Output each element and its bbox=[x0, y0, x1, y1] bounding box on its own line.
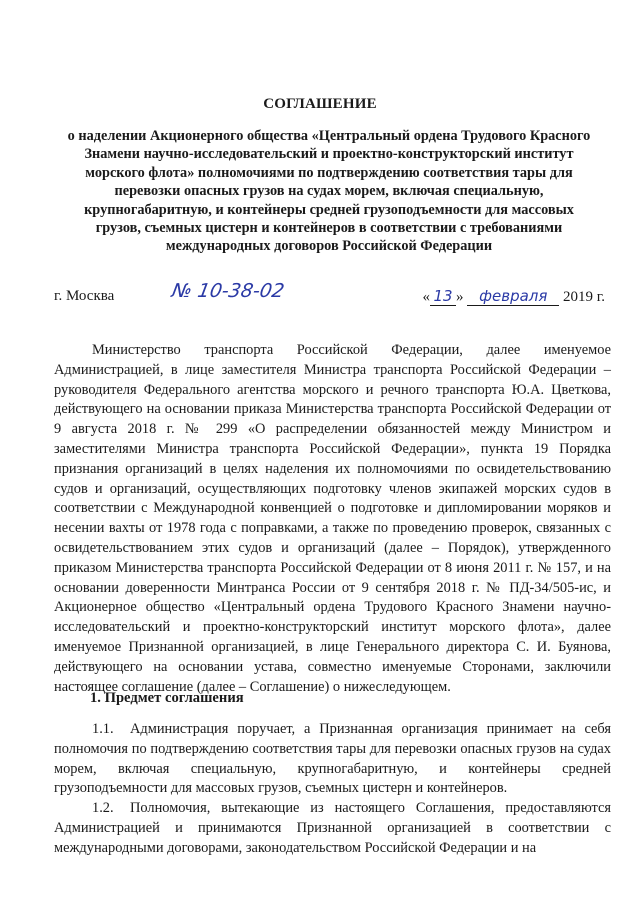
document-date bbox=[423, 287, 605, 306]
city-label: г. Москва bbox=[54, 288, 115, 304]
date-year: 2019 г. bbox=[563, 289, 605, 305]
intro-paragraph: Министерство транспорта Российской Федерации, далее именуемое Администрацией, в лице заместителя Министра транспорта Российской Федерации – руководителя Федерального агентства морского и речного транспорта Ю.А. Цветкова, действующего на основании приказа Министерства транспорта Российской Федерации от 9 августа 2018 г. № 299 «О распределении обязанностей между Министром и заместителями Министра транспорта Российской Федерации», пункта 19 Порядка признания организаций в целях наделения их полномочиями по освидетельствованию судов и организаций, осуществляющих подготовку членов экипажей морских судов в соответствии с Международной конвенцией о подготовке и дипломировании моряков и несении вахты от 1978 года с поправками, а также по проведению проверок, связанных с освидетельствованием этих судов и организаций (далее – Порядок), утвержденного приказом Министерства транспорта Российской Федерации от 8 июня 2011 г. № 157, и на основании доверенности Минтранса России от 9 сентября 2018 г. № ПД-34/505-ис, и Акционерное общество «Центральный ордена Трудового Красного Знамени научно-исследовательский и проектно-конструкторский институт морского флота», далее именуемое Признанной организацией, в лице Генерального директора С. И. Буянова, действующего на основании устава, совместно именуемые Сторонами, заключили настоящее соглашение (далее – Соглашение) о нижеследующем. bbox=[54, 342, 611, 695]
document-subtitle: о наделении Акционерного общества «Центральный ордена Трудового Красного Знамени научно-исследовательский и проектно-конструкторский институт морского флота» полномочиями по подтверждению соответствия тары для перевозки опасных грузов на судах морем, включая специальную, крупногабаритную, и контейнеры средней грузоподъемности для массовых грузов, съемных цистерн и контейнеров в соответствии с требованиями международных договоров Российской Федерации bbox=[67, 128, 591, 255]
clause-text: Полномочия, вытекающие из настоящего Соглашения, предоставляются Администрацией и принимаются Признанной организацией в соответствии с международными договорами, законодательством Российской Федерации и на bbox=[54, 800, 611, 856]
handwritten-document-number: № 10-38-02 bbox=[170, 280, 286, 302]
date-quote-open: « bbox=[422, 289, 431, 305]
document-title: СОГЛАШЕНИЕ bbox=[263, 96, 377, 112]
clauses-section bbox=[54, 720, 611, 859]
handwritten-date-day: 13 bbox=[430, 287, 456, 306]
clause-number: 1.1. bbox=[92, 721, 114, 737]
clause-text: Администрация поручает, а Признанная организация принимает на себя полномочия по подтверждению соответствия тары для перевозки опасных грузов на судах морем, включая специальную, крупногабаритную, и контейнеры средней грузоподъемности для массовых грузов, съемных цистерн и контейнеров. bbox=[54, 721, 611, 797]
clause-1-1 bbox=[54, 720, 611, 799]
clause-number: 1.2. bbox=[92, 800, 114, 817]
date-quote-close: » bbox=[456, 289, 464, 305]
handwritten-date-month: февраля bbox=[467, 287, 559, 306]
clause-1-2 bbox=[54, 799, 611, 858]
section-heading: 1. Предмет соглашения bbox=[90, 690, 244, 706]
intro-section bbox=[54, 341, 611, 697]
